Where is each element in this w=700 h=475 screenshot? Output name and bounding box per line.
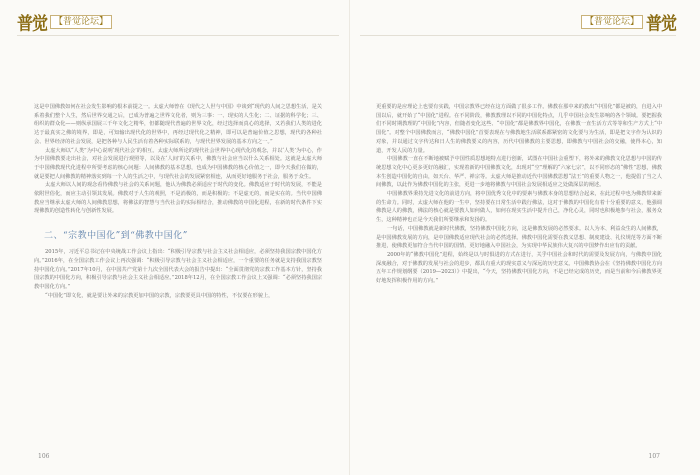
paragraph: 更重要的是应理论上也要有实践，中国宗教界已经在这方面做了很多工作。佛教在那中来的教出“中国化”都是被的，自进入中国以后，就开始了“中国化”进程。在不同阶段，佛教教理以不同的中国化特点，几乎中国社会发生影响的各个领域。要把握我们不同时期教理的“中国化”内容，但随者变化这些、“中国化”都是佛教界中国化，在佛教一直生活方式等等和生产方式上“中国化”。对整个中国佛教而言，“佛教中国化”首要表现在与佛教地生活联系都紧密的文化要与为生活，即是把文字作为认识的对象，并以通过文字传达和日人生的佛教要义的内容，历代中国佛教的主要思想，即佛教与中国社会的交融，使得本心，知道，开发人民的力量。 bbox=[376, 104, 662, 154]
paragraph: 2000年的“佛教中国化”进程，始终是以与时俱进的方式在进行，关乎中国社会和时代的需要及发展方向，与佛教中国化深度融合，对于佛教的发展与社会的进步，都具有重大的现实意义与深远的历史意义。中国佛教协会在《坚持佛教中国化方向五年工作规划纲要（2019—2023）》中提出，“今天，坚持佛教中国化方向，不是已经完成的历史，而是当前和今后佛教界更好地发挥积极作用的方向。” bbox=[376, 251, 662, 285]
header-rule bbox=[17, 35, 339, 36]
right-body-text bbox=[376, 103, 662, 286]
magazine-logo: 普觉 bbox=[645, 12, 676, 34]
section-heading: 二、“宗教中国化”到“佛教中国化” bbox=[44, 231, 188, 242]
magazine-logo: 普觉 bbox=[17, 12, 48, 34]
left-body-text bbox=[34, 103, 322, 300]
left-header bbox=[17, 10, 115, 34]
column-tag: 【普觉论坛】 bbox=[50, 15, 112, 29]
paragraph: 太虚大师以人间的观念看待佛教与社会的关系问题，他认为佛教必须适应于时代的变化。佛教适应于时代的发展，不能是依附世俗化，而应主动引领其发展。佛教对于人生的观照，不是消极的，而是积极的；不是虚无的，而是实在的。当代中国佛教应当继承太虚大师的人间佛教思想，将佛法的智慧与当代社会的实际相结合，推动佛教的中国化进程，在新的时代条件下实现佛教的创造性转化与创新性发展。 bbox=[34, 182, 322, 215]
column-tag: 【普觉论坛】 bbox=[581, 15, 643, 29]
paragraph: 中国佛教界秉持先进文化的前进方向，将中国优秀文化中的要素与佛教本身的思想结合起来，在此过程中也为佛教带来新的生命力。同时，太虚大师在他的一生中，坚持要在日常生活中践行佛法，这对于佛教的中国化有着十分重要的意义，他强调佛教是人的佛教，佛法的核心就是要教人如何做人，如何在现实生活中提升自己，净化心灵，同时也积极地参与社会，服务众生，这种精神也正是今天我们所要继承和发扬的。 bbox=[376, 191, 662, 224]
page-number: 106 bbox=[38, 453, 50, 460]
paragraph: 一句话，中国佛教就是新时代佛教，坚持佛教中国化方向，这是佛教发展的必然要求。以人为本、利益众生的人间佛教，是中国佛教发展的方向，是中国佛教适应现代社会的必然选择。佛教中国化需要在教义思想、制度建设、礼仪规范等方面不断推进，使佛教更加符合当代中国的国情，更好地融入中国社会，为实现中华民族伟大复兴的中国梦作出应有的贡献。 bbox=[376, 225, 662, 250]
paragraph: 中国佛教一直在不断地被赋予中国性质思想地特点进行创新，试图在中国社会重塑下，将外来的佛教文化思想与中国的传统思想文化中心更多更好的融汇，实现着新的中国佛教文化，出现对“空”理解的“六家七宗”，以不同形态的“佛性”思想，佛教本生创造中国化的自由，如天台、华严、禅宗等。太虚大师是推动近代中国佛教思想“法王”的重要人物之一，他提倡了当之人间佛教，以此作为佛教中国化的主张，更进一步地将佛教与中国社会发展相适应之处做深层的阐述。 bbox=[376, 156, 662, 189]
page-number: 107 bbox=[648, 453, 660, 460]
right-page bbox=[350, 0, 700, 475]
paragraph: 太虚大师以“人类”为中心说明‘现代社会’的相互。太虚大师所论的现代社会世界中心现代化的观念，并以‘人类’为中心，作为中国佛教要走出社会，对社会发展进行观照等，以及在‘人间’的关系中，佛教与社会应当以什么关系相处。这就是太虚大师于中国佛教现代化进程中所要考虑的核心问题：人间佛教的基本思想，也成为中国佛教的核心价值之一，即今天我们在做的，就是要把人间佛教的精神落实到每一个人的生活之中，与现代社会的发展紧密相连，从而更好地服务于社会，服务于众生。 bbox=[34, 147, 322, 180]
header-rule bbox=[360, 35, 676, 36]
paragraph: “中国化”即文化，就是要让外来的宗教更加中国的宗教，宗教要更具中国的特性，不仅要在形貌上， bbox=[45, 292, 274, 299]
paragraph: 这是中国佛教如何在社会发生影响的根本前提之一。太虚大师曾在《现代之人世与中国》中谈到“现代的人间之思想生活，是关系着我们整个人生，然后世界交通之后，已成为普遍之世界文化者，则为三事：一、现实的人生化；二、证据的科学化；三、组织的群众化——则纵承国展三千年文化之精华，但都随现代普遍的世界文化，经过选择而真心的选择，又若我们人类的进化达于最真实之佛的境界，即是，可知输出现代化的世界中，再经过现代化之精神，即可以是普遍价值之思想，现代的各种社会、世界经济的社会发展，是把各种与人民生活有着各种实际联系的，与现代世界发展的基本方向之一。” bbox=[34, 104, 322, 145]
right-header bbox=[578, 10, 676, 34]
paragraph: 2015年，习近平总书记在中央统战工作会议上指出：“积极引导宗教与社会主义社会相适应，必须坚持我国宗教中国化方向。”2016年，在全国宗教工作会议上再次强调：“积极引导宗教与社会主义社会相适应，一个重要的任务就是支持我国宗教坚持中国化方向。”2017年10月，在中国共产党第十九次全国代表大会的报告中提出：“全面贯彻党的宗教工作基本方针，坚持我国宗教的中国化方向，积极引导宗教与社会主义社会相适应。”2018年12月，在全国宗教工作会议上又强调：“必须坚持我国宗教中国化方向。” bbox=[34, 249, 322, 290]
